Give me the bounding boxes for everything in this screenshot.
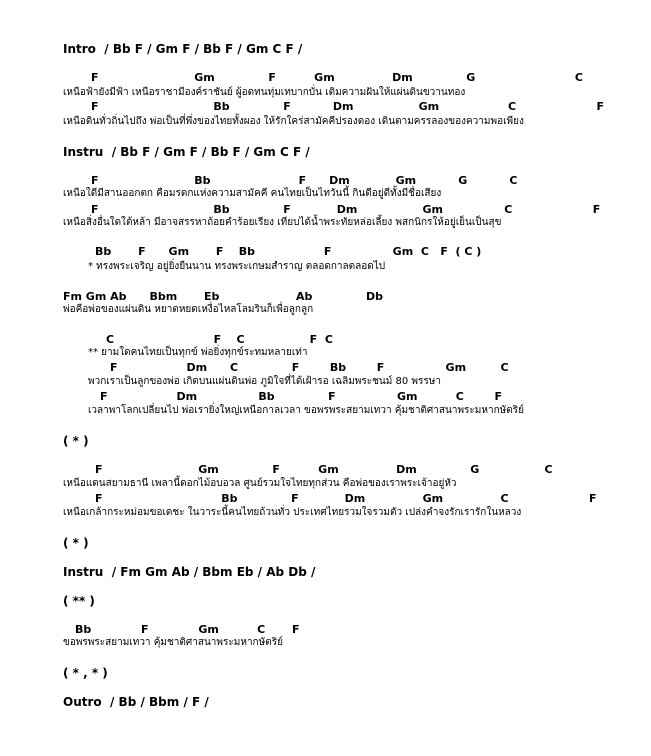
lyric-line: * ทรงพระเจริญ อยู่ยิ่งยืนนาน ทรงพระเกษมสำราญ ตลอดกาลตลอดไป xyxy=(88,261,386,272)
lyric-line: เหนือสิ่งอื่นใดใต้หล้า มีอาจสรรหาถ้อยคำร้อยเรียง เทียบได้น้ำพระทัยหล่อเลี้ยง พสกนิกรให้อยู่เย็นเป็นสุข xyxy=(63,217,502,228)
chord-line: C F C F C xyxy=(106,333,333,346)
chord-line: Bb F Gm C F xyxy=(75,623,300,636)
intro-line: Intro / Bb F / Gm F / Bb F / Gm C F / xyxy=(63,42,303,56)
lyric-line: เวลาพาโลกเปลี่ยนไป พ่อเรายิ่งใหญ่เหนือกาลเวลา ขอพรพระสยามเทวา คุ้มชาติศาสนาพระมหากษัตริย์ xyxy=(88,405,524,416)
chord-line: F Bb F Dm Gm C F xyxy=(91,100,605,113)
chord-line: F Bb F Dm Gm C F xyxy=(95,492,597,505)
repeat-marker: ( * ) xyxy=(63,536,89,550)
lyric-line: เหนือแดนสยามธานี เพลานี้ดอกไม้อบอวล ศูนย์รวมใจไทยทุกส่วน คือพ่อของเราพระเจ้าอยู่หัว xyxy=(63,478,457,489)
chord-line: F Gm F Gm Dm G C xyxy=(91,71,583,84)
lyric-line: พวกเราเป็นลูกของพ่อ เกิดบนแผ่นดินพ่อ ภูมิใจที่ได้เฝ้ารอ เฉลิมพระชนม์ 80 พรรษา xyxy=(88,376,441,387)
lyric-line: เหนือเกล้ากระหม่อมขอเดชะ ในวาระนี้คนไทยถ้วนทั่ว ประเทศไทยรวมใจรวมตัว เปล่งคำจงรักเรารักในหลวง xyxy=(63,507,522,518)
chord-line: F Gm F Gm Dm G C xyxy=(95,463,553,476)
lyric-line: พ่อคือพ่อของแผ่นดิน หยาดหยดเหงื่อไหลโลมรินก็เพื่อลูกลูก xyxy=(63,304,314,315)
chord-line: F Dm Bb F Gm C F xyxy=(100,390,502,403)
lyric-line: ขอพรพระสยามเทวา คุ้มชาติศาสนาพระมหากษัตริย์ xyxy=(63,637,283,648)
instru-line: Instru / Bb F / Gm F / Bb F / Gm C F / xyxy=(63,145,310,159)
chord-line: Bb F Gm F Bb F Gm C F ( C ) xyxy=(95,245,482,258)
chord-line: F Dm C F Bb F Gm C xyxy=(110,361,509,374)
lyric-line: ** ยามใดคนไทยเป็นทุกข์ พ่อยิ่งทุกข์ระทมหลายเท่า xyxy=(88,347,308,358)
chord-line: Fm Gm Ab Bbm Eb Ab Db xyxy=(63,290,384,303)
chord-line: F Bb F Dm Gm G C xyxy=(91,174,518,187)
lyric-line: เหนือใดีมีสานออกตก คือมรดกแห่งความสามัคคี คนไทยเป็นไทวันนี้ กินดีอยู่ดีทั้งมีชื่อเสียง xyxy=(63,188,442,199)
repeat-marker: ( ** ) xyxy=(63,594,95,608)
lyric-line: เหนือดินทั่วถิ่นไปถึง พ่อเป็นที่พึ่งของไทยทั้งผอง ให้รักใคร่สามัคคีปรองดอง เดินตามครรลองของความพอเพียง xyxy=(63,116,524,127)
outro-line: Outro / Bb / Bbm / F / xyxy=(63,695,209,709)
lyric-line: เหนือฟ้ายังมีฟ้า เหนือราชามีองค์ราชันย์ ผู้อดทนทุ่มเทบากบั่น เติมความฝันให้แผ่นดินขวานทอง xyxy=(63,87,466,98)
chord-line: F Bb F Dm Gm C F xyxy=(91,203,601,216)
repeat-marker: ( * , * ) xyxy=(63,666,108,680)
instru-line: Instru / Fm Gm Ab / Bbm Eb / Ab Db / xyxy=(63,565,316,579)
repeat-marker: ( * ) xyxy=(63,434,89,448)
